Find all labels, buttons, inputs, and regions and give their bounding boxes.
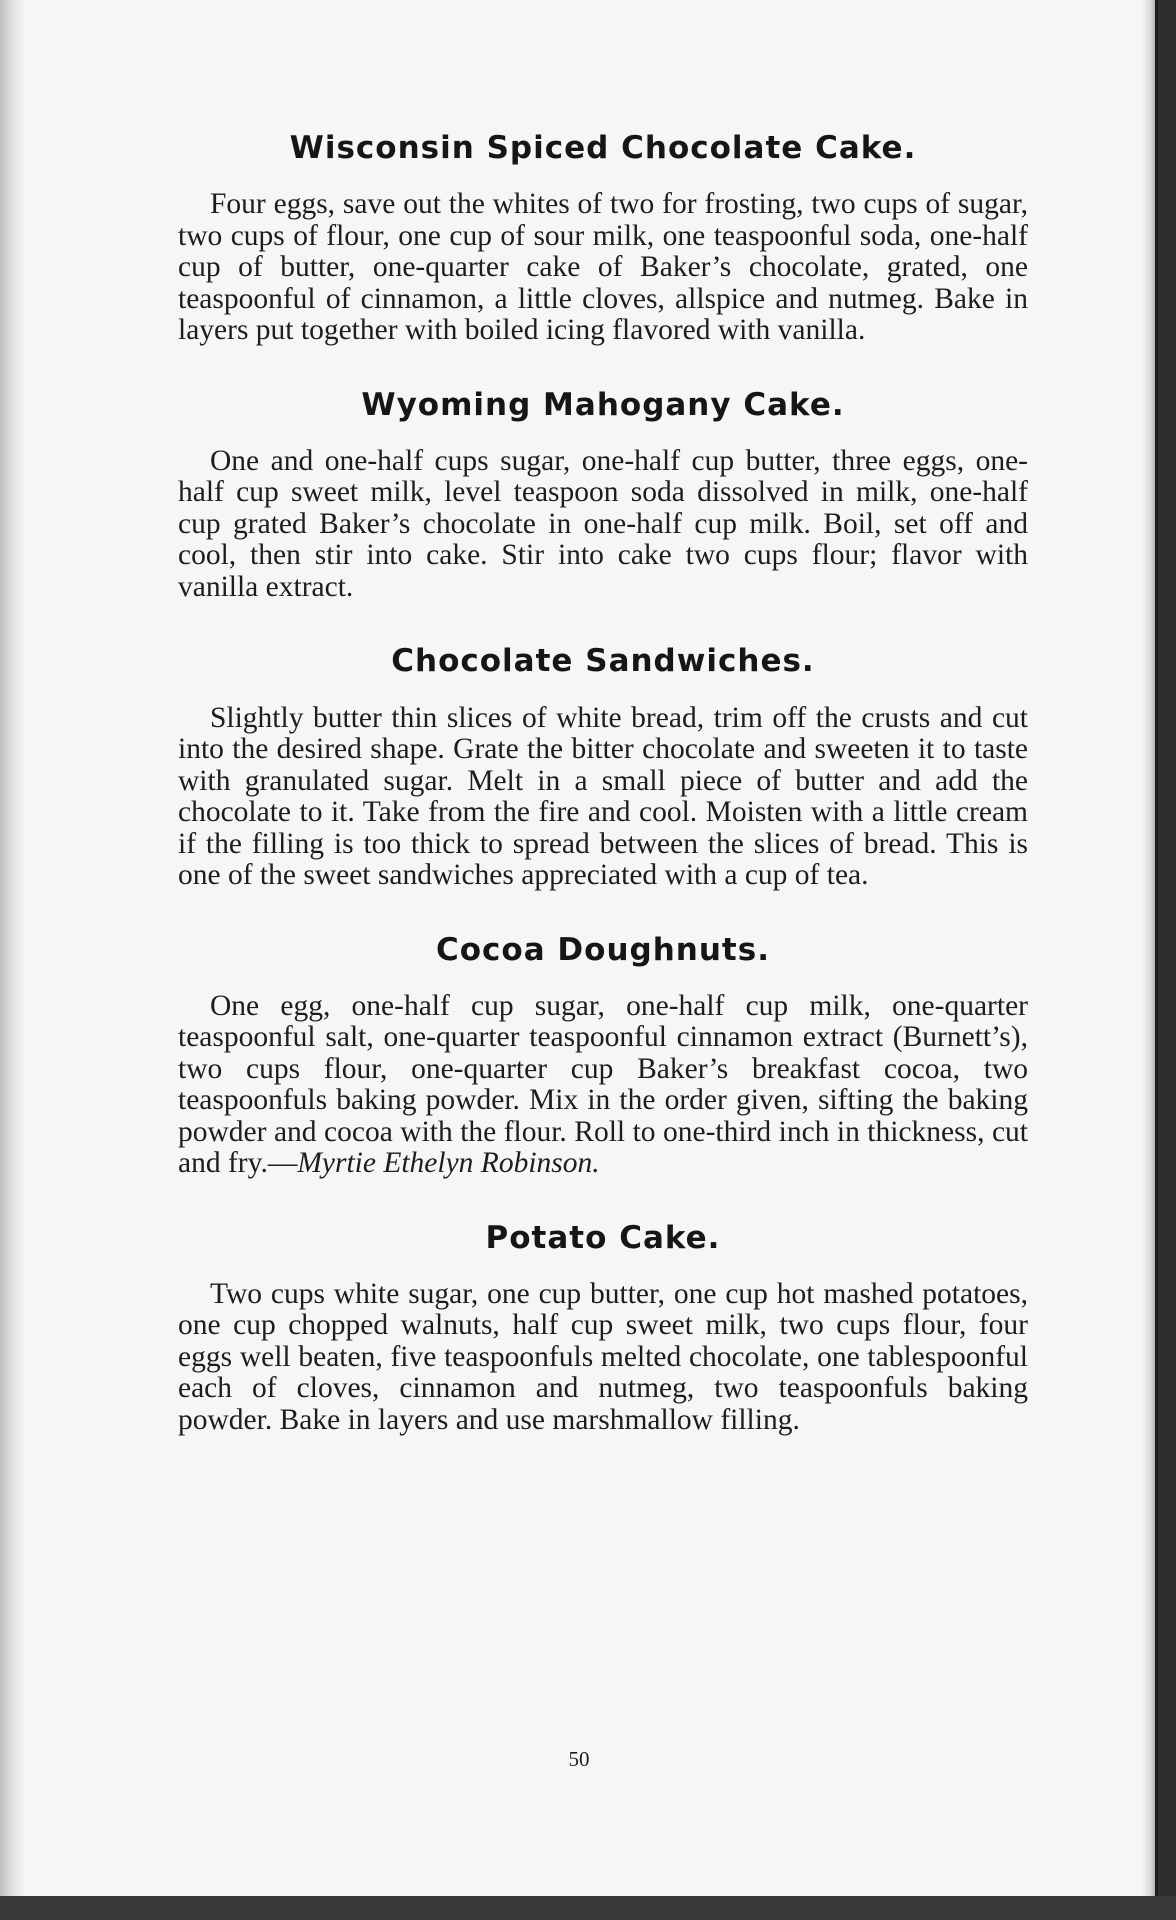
scan-border bbox=[0, 1896, 1176, 1920]
recipe-body: Slightly butter thin slices of white bread, trim off the crusts and cut into the desired shape. Grate the bitter chocolate and sweeten it to taste with granulated sugar. Melt in a small piece of butter and add the chocolate to it. Take from the fire and cool. Moisten with a little cream if the filling is too thick to spread between the slices of bread. This is one of the sweet sandwiches appreciated with a cup of tea. bbox=[178, 701, 1028, 892]
recipe-body-text: One egg, one-half cup sugar, one-half cup milk, one-quarter teaspoonful salt, one-quarter teaspoonful cinnamon extract (Burnett’s), two cups flour, one-quarter cup Baker’s breakfast cocoa, two teaspoonfuls baking powder. Mix in the order given, sifting the baking powder and cocoa with the flour. Roll to one-third inch in thickness, cut and fry.— bbox=[178, 989, 1028, 1180]
recipe-author: Myrtie Ethelyn Robinson. bbox=[297, 1147, 600, 1180]
page-number: 50 bbox=[568, 1747, 590, 1771]
page-content bbox=[178, 130, 1028, 1476]
recipe-title: Chocolate Sandwiches. bbox=[391, 643, 815, 680]
recipe-chocolate-sandwiches bbox=[178, 643, 1028, 891]
recipe-body bbox=[178, 991, 1028, 1180]
recipe-title: Cocoa Doughnuts. bbox=[436, 931, 770, 968]
page-edge bbox=[1141, 0, 1155, 1896]
gutter-shadow bbox=[0, 0, 26, 1896]
recipe-cocoa-doughnuts bbox=[178, 932, 1028, 1180]
recipe-body: Four eggs, save out the whites of two for frosting, two cups of sugar, two cups of flour, one cup of sour milk, one teaspoonful soda, one-half cup of butter, one-quarter cake of Baker’s chocolate, grated, one teaspoonful of cinnamon, a little cloves, allspice and nutmeg. Bake in layers put together with boiled icing flavored with vanilla. bbox=[178, 188, 1028, 347]
recipe-title: Potato Cake. bbox=[485, 1219, 721, 1256]
recipe-title: Wisconsin Spiced Chocolate Cake. bbox=[289, 130, 917, 166]
recipe-title: Wyoming Mahogany Cake. bbox=[361, 386, 845, 423]
recipe-wyoming-mahogany-cake bbox=[178, 387, 1028, 604]
recipe-wisconsin-spiced-chocolate-cake bbox=[178, 130, 1028, 347]
recipe-body: One and one-half cups sugar, one-half cup butter, three eggs, one-half cup sweet milk, level teaspoon soda dissolved in milk, one-half cup grated Baker’s chocolate in one-half cup milk. Boil, set off and cool, then stir into cake. Stir into cake two cups flour; flavor with vanilla extract. bbox=[178, 444, 1028, 603]
recipe-potato-cake bbox=[178, 1220, 1028, 1437]
recipe-body: Two cups white sugar, one cup butter, one cup hot mashed potatoes, one cup chopped walnuts, half cup sweet milk, two cups flour, four eggs well beaten, five teaspoonfuls melted chocolate, one tablespoonful each of cloves, cinnamon and nutmeg, two teaspoonfuls baking powder. Bake in layers and use marshmallow filling. bbox=[178, 1277, 1028, 1436]
